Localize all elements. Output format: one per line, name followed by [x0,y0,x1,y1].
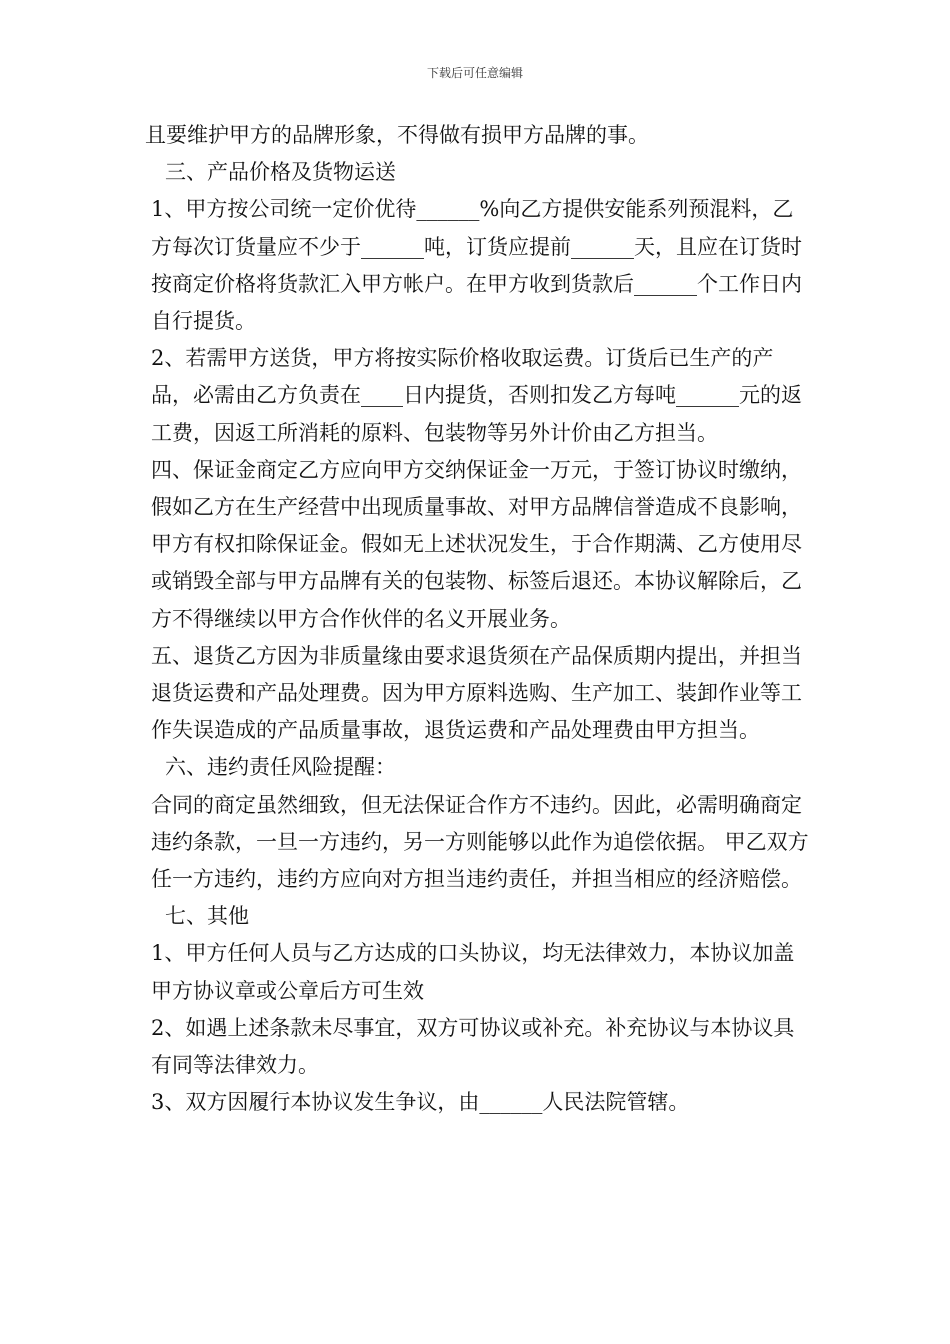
section-heading-other: 七、其他 [165,904,249,929]
section-returns: 五、退货乙方因为非质量缘由要求退货须在产品保质期内提出，并担当退货运费和产品处理费。因为甲方原料选购、生产加工、装卸作业等工作失误造成的产品质量事故，退货运费和产品处理费由甲方担当。 [151,643,802,743]
paragraph-brand-protection: 且要维护甲方的品牌形象，不得做有损甲方品牌的事。 [145,123,649,147]
document-body [145,117,810,1121]
section-heading-breach: 六、违约责任风险提醒： [165,755,396,780]
clause-pricing-ordering: 1、甲方按公司统一定价优待______%向乙方提供安能系列预混料，乙方每次订货量应不少于______吨，订货应提前______天，且应在订货时按商定价格将货款汇入甲方帐户。在甲方收到货款后______个工作日内自行提货。 [151,197,802,334]
clause-supplementary: 2、如遇上述条款未尽事宜，双方可协议或补充。补充协议与本协议具有同等法律效力。 [151,1015,795,1078]
section-deposit: 四、保证金商定乙方应向甲方交纳保证金一万元，于签订协议时缴纳，假如乙方在生产经营中出现质量事故、对甲方品牌信誉造成不良影响，甲方有权扣除保证金。假如无上述状况发生，于合作期满、乙方使用尽或销毁全部与甲方品牌有关的包装物、标签后退还。本协议解除后，乙方不得继续以甲方合作伙伴的名义开展业务。 [151,457,802,631]
paragraph-breach-liability: 合同的商定虽然细致，但无法保证合作方不违约。因此，必需明确商定违约条款，一旦一方违约，另一方则能够以此作为追偿依据。 甲乙双方任一方违约，违约方应向对方担当违约责任，并担当相应的经济赔偿。 [151,792,809,892]
page-header-note: 下载后可任意编辑 [426,66,523,80]
clause-oral-agreements: 1、甲方任何人员与乙方达成的口头协议，均无法律效力，本协议加盖甲方协议章或公章后方可生效 [151,941,795,1003]
clause-delivery: 2、若需甲方送货，甲方将按实际价格收取运费。订货后已生产的产品，必需由乙方负责在____日内提货，否则扣发乙方每吨______元的返工费，因返工所消耗的原料、包装物等另外计价由乙方担当。 [151,346,802,445]
clause-jurisdiction: 3、双方因履行本协议发生争议，由______人民法院管辖。 [151,1090,690,1115]
section-heading-price-shipping: 三、产品价格及货物运送 [165,160,396,185]
